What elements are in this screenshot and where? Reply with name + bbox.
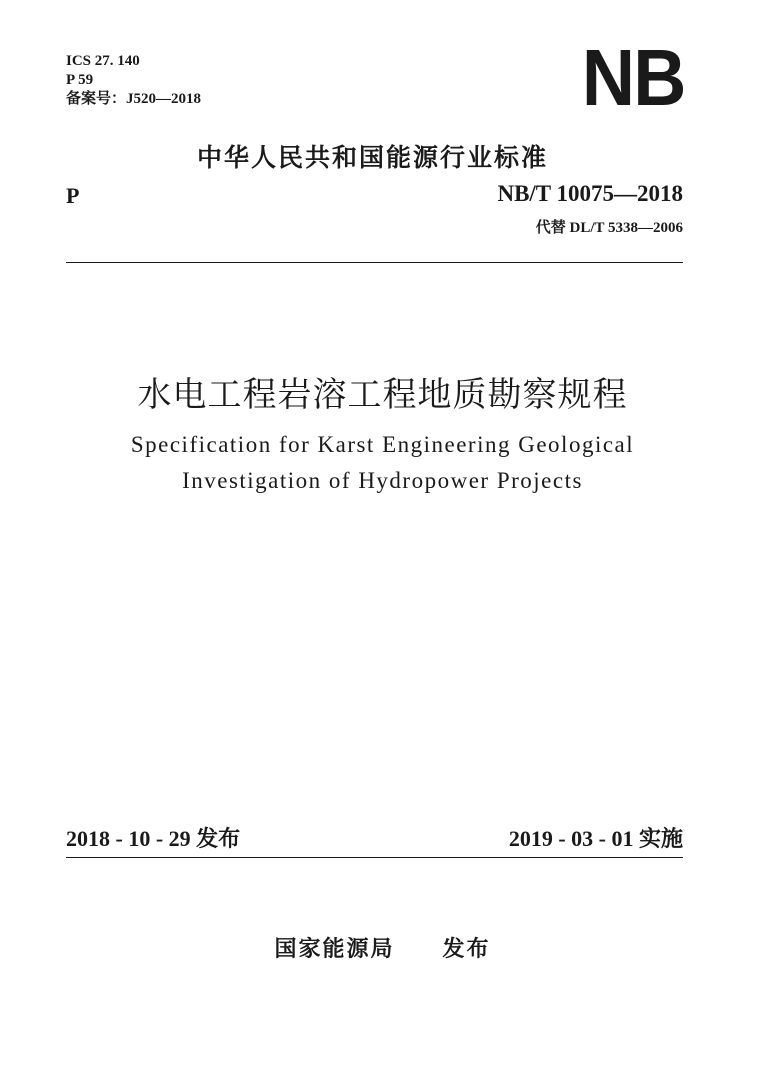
implementation-date: 2019 - 03 - 01 实施 bbox=[508, 826, 683, 851]
publisher: 国家能源局 发布 bbox=[274, 937, 491, 962]
issue-date: 2018 - 10 - 29 发布 bbox=[66, 826, 241, 851]
bottom-divider bbox=[66, 857, 683, 858]
classification-code: P 59 bbox=[66, 72, 94, 88]
category-letter: P bbox=[66, 183, 80, 208]
standard-number: NB/T 10075—2018 bbox=[497, 181, 683, 206]
title-english-line1: Specification for Karst Engineering Geological bbox=[130, 432, 635, 457]
top-divider bbox=[66, 262, 683, 263]
filing-number: 备案号：J520—2018 bbox=[66, 91, 202, 107]
standard-category: 中华人民共和国能源行业标准 bbox=[196, 143, 548, 172]
title-chinese: 水电工程岩溶工程地质勘察规程 bbox=[137, 375, 628, 415]
nb-logo: NB bbox=[582, 33, 685, 122]
title-english-line2: Investigation of Hydropower Projects bbox=[182, 468, 583, 493]
ics-code: ICS 27. 140 bbox=[66, 53, 140, 69]
replaces-standard: 代替 DL/T 5338—2006 bbox=[535, 220, 683, 236]
